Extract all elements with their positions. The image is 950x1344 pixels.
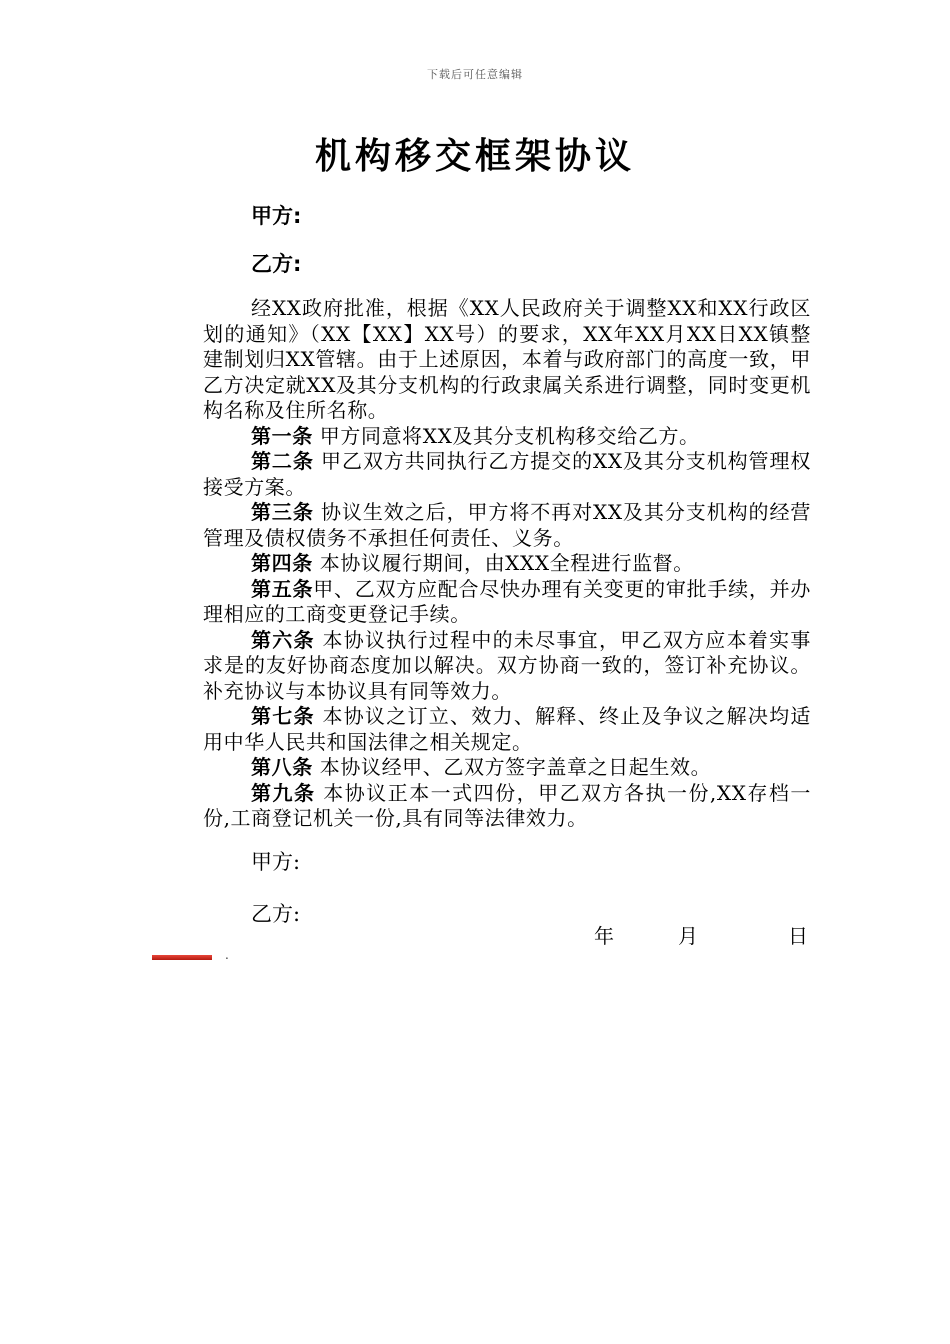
trailing-dot: .	[225, 948, 229, 962]
signature-party-a: 甲方:	[251, 850, 301, 874]
preamble-paragraph: 经XX政府批准，根据《XX人民政府关于调整XX和XX行政区划的通知》（XX【XX】XX号）的要求，XX年XX月XX日XX镇整建制划归XX管辖。由于上述原因，本着与政府部门的高度一致，甲乙方决定就XX及其分支机构的行政隶属关系进行调整，同时变更机构名称及住所名称。	[203, 296, 811, 422]
clause-label: 第三条	[251, 500, 314, 524]
clause-8	[203, 755, 811, 781]
clause-5	[203, 577, 811, 628]
clause-text: 本协议履行期间，由XXX全程进行监督。	[312, 551, 694, 575]
clause-text: 甲方同意将XX及其分支机构移交给乙方。	[312, 423, 700, 448]
clause-label: 第九条	[251, 780, 316, 805]
clause-label: 第七条	[251, 704, 315, 728]
date-day-label: 日	[788, 924, 808, 948]
clause-label: 第五条	[251, 576, 314, 601]
clause-label: 第一条	[251, 423, 313, 448]
clause-label: 第二条	[251, 449, 314, 473]
red-accent-bar	[152, 955, 212, 960]
party-b-label: 乙方:	[251, 252, 302, 276]
clause-4	[203, 551, 811, 577]
clause-text: 本协议正本一式四份，甲乙双方各执一份,XX存档一份,工商登记机关一份,具有同等法律效力。	[203, 780, 811, 830]
clause-3	[203, 500, 811, 551]
date-year-label: 年	[594, 924, 614, 948]
header-note: 下载后可任意编辑	[427, 68, 523, 81]
clause-2	[203, 449, 811, 500]
clause-1	[203, 424, 811, 450]
clause-text: 甲乙双方共同执行乙方提交的XX及其分支机构管理权接受方案。	[203, 449, 811, 499]
clause-label: 第四条	[251, 551, 313, 575]
clause-label: 第六条	[251, 627, 315, 652]
clause-text: 本协议执行过程中的未尽事宜，甲乙双方应本着实事求是的友好协商态度加以解决。双方协商一致的，签订补充协议。补充协议与本协议具有同等效力。	[203, 627, 811, 703]
clause-7	[203, 704, 811, 755]
clause-6	[203, 628, 811, 705]
clause-text: 协议生效之后，甲方将不再对XX及其分支机构的经营管理及债权债务不承担任何责任、义务。	[203, 500, 811, 550]
date-month-label: 月	[678, 924, 698, 948]
clause-label: 第八条	[251, 755, 313, 779]
agreement-body	[203, 296, 811, 832]
clause-text: 本协议之订立、效力、解释、终止及争议之解决均适用中华人民共和国法律之相关规定。	[203, 704, 811, 754]
signature-party-b: 乙方:	[251, 902, 301, 926]
clause-9	[203, 781, 811, 832]
document-title: 机构移交框架协议	[314, 136, 635, 177]
clause-text: 本协议经甲、乙双方签字盖章之日起生效。	[312, 755, 712, 779]
party-a-label: 甲方:	[251, 204, 302, 228]
clause-text: 甲、乙双方应配合尽快办理有关变更的审批手续，并办理相应的工商变更登记手续。	[203, 576, 811, 626]
